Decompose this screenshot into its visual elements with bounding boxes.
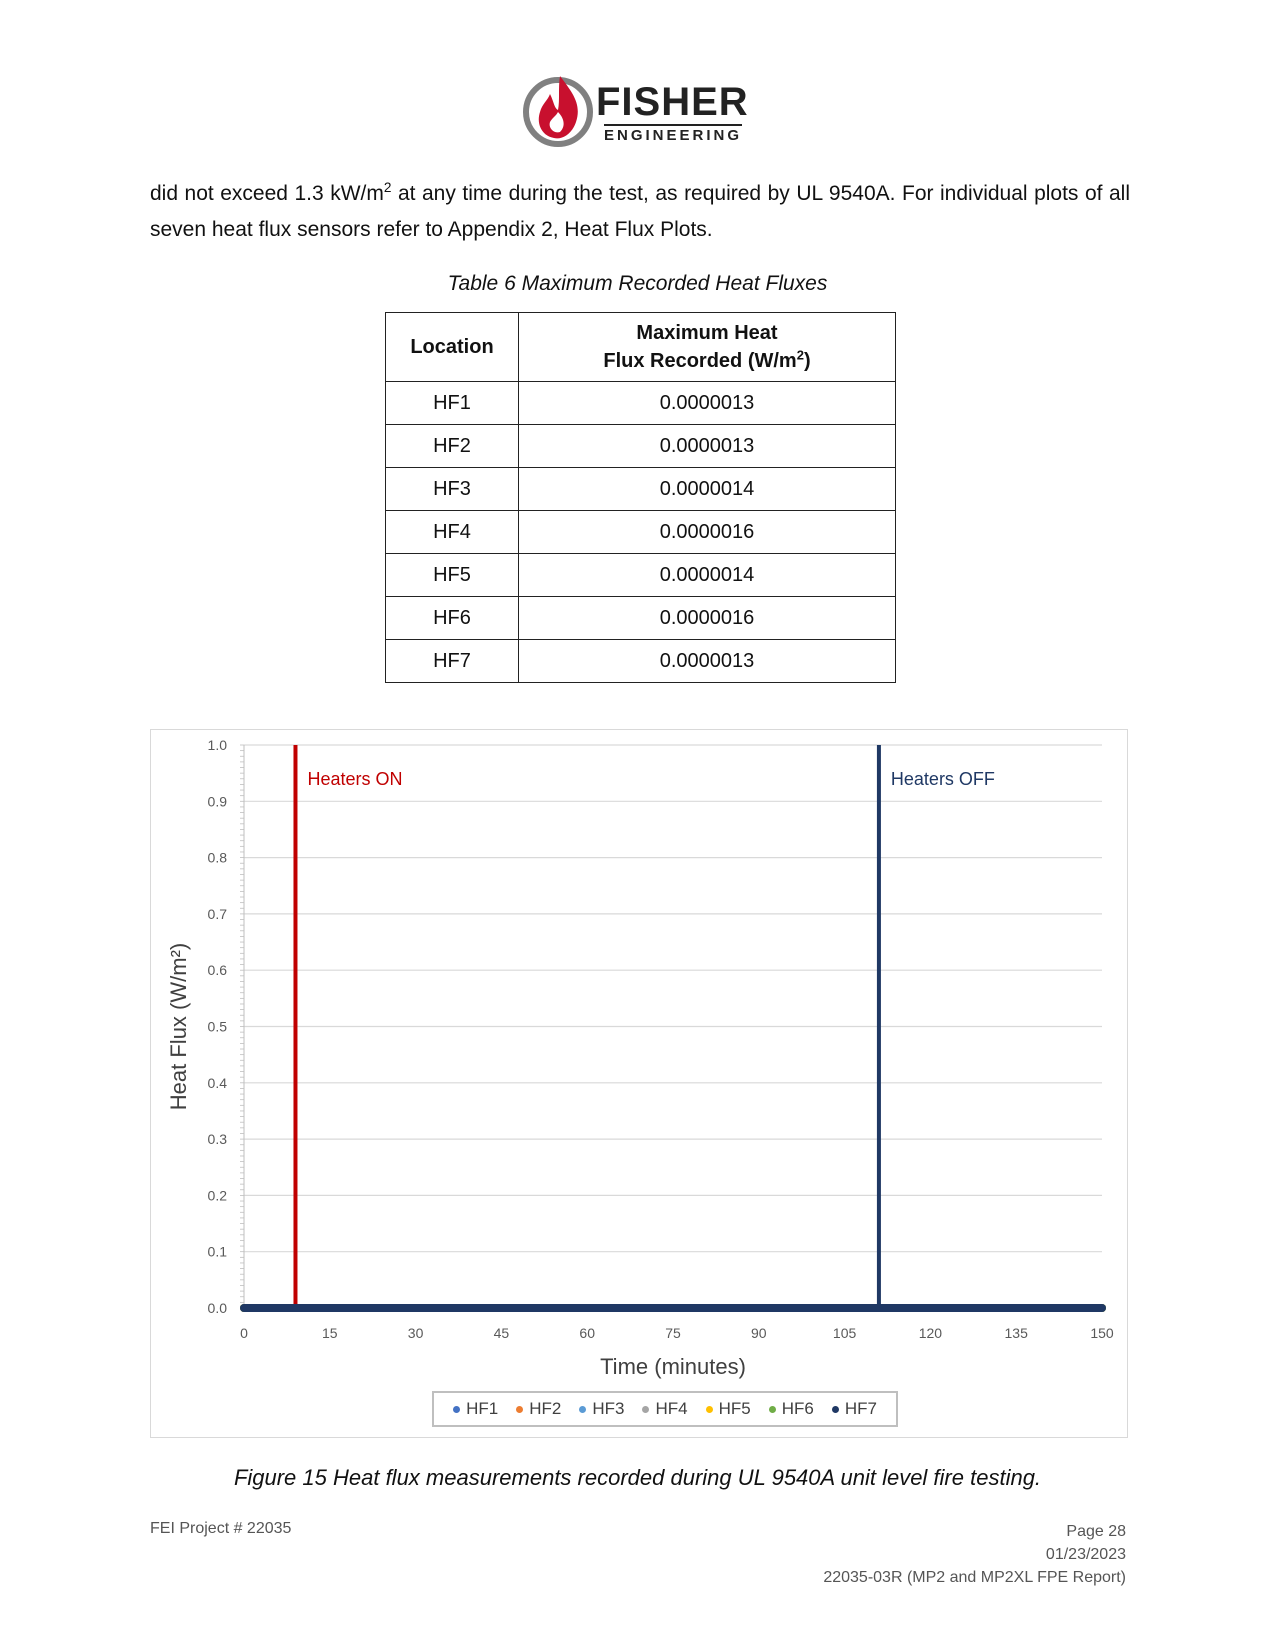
y-tick-label: 0.7 <box>207 905 227 922</box>
x-tick-label: 105 <box>832 1325 857 1341</box>
x-tick-label: 0 <box>240 1325 248 1341</box>
cell-location: HF3 <box>386 468 519 511</box>
cell-location: HF7 <box>386 640 519 683</box>
legend-marker-icon <box>769 1406 776 1413</box>
legend-item-hf7 <box>832 1399 877 1419</box>
y-tick-label: 0.8 <box>207 849 227 866</box>
y-axis-title: Heat Flux (W/m²) <box>166 942 191 1111</box>
legend-marker-icon <box>706 1406 713 1413</box>
x-tick-label: 150 <box>1090 1325 1114 1341</box>
legend-marker-icon <box>642 1406 649 1413</box>
y-tick-label: 0.3 <box>207 1131 227 1148</box>
y-tick-label: 1.0 <box>207 737 227 753</box>
footer-report: 22035-03R (MP2 and MP2XL FPE Report) <box>823 1569 1126 1586</box>
legend-marker-icon <box>516 1406 523 1413</box>
figure-caption: Figure 15 Heat flux measurements recorded during UL 9540A unit level fire testing. <box>233 1465 1042 1490</box>
header-value-line1: Maximum Heat <box>636 322 778 344</box>
footer-info <box>823 1520 1126 1589</box>
y-tick-label: 0.2 <box>207 1187 227 1204</box>
y-tick-label: 0.6 <box>207 962 227 979</box>
cell-value: 0.0000016 <box>519 597 896 640</box>
cell-location: HF6 <box>386 597 519 640</box>
cell-location: HF2 <box>386 425 519 468</box>
table-caption: Table 6 Maximum Recorded Heat Fluxes <box>447 272 828 295</box>
legend-marker-icon <box>453 1406 460 1413</box>
footer-project: FEI Project # 22035 <box>150 1520 292 1537</box>
header-location: Location <box>386 313 519 382</box>
x-tick-label: 135 <box>1004 1325 1028 1341</box>
legend-item-hf4 <box>642 1399 687 1419</box>
header-value-line2: Flux Recorded (W/m <box>603 350 797 372</box>
cell-location: HF1 <box>386 382 519 425</box>
paragraph-text-1: did not exceed 1.3 kW/m <box>150 182 384 205</box>
header-value-sup: 2 <box>796 347 804 363</box>
x-tick-label: 45 <box>493 1325 510 1341</box>
legend-item-hf6 <box>769 1399 814 1419</box>
x-tick-label: 60 <box>579 1325 595 1341</box>
legend-label: HF2 <box>529 1399 562 1418</box>
legend-label: HF1 <box>466 1399 499 1418</box>
heaters-off-label: Heaters OFF <box>890 769 995 789</box>
cell-value: 0.0000013 <box>519 425 896 468</box>
footer-date: 01/23/2023 <box>1045 1546 1126 1563</box>
legend-label: HF3 <box>592 1399 625 1418</box>
cell-value: 0.0000013 <box>519 640 896 683</box>
y-tick-label: 0.5 <box>207 1018 227 1035</box>
y-tick-label: 0.0 <box>207 1300 227 1316</box>
paragraph-superscript: 2 <box>383 180 392 195</box>
x-tick-label: 15 <box>322 1325 338 1341</box>
cell-location: HF5 <box>386 554 519 597</box>
cell-value: 0.0000014 <box>519 468 896 511</box>
y-tick-label: 0.9 <box>207 793 227 810</box>
legend-item-hf3 <box>579 1399 624 1419</box>
heaters-on-label: Heaters ON <box>307 769 403 789</box>
legend-marker-icon <box>832 1406 839 1413</box>
x-tick-label: 90 <box>751 1325 767 1341</box>
legend-item-hf2 <box>516 1399 561 1419</box>
cell-value: 0.0000016 <box>519 511 896 554</box>
cell-value: 0.0000013 <box>519 382 896 425</box>
legend-item-hf5 <box>706 1399 751 1419</box>
legend-label: HF5 <box>718 1399 751 1418</box>
cell-location: HF4 <box>386 511 519 554</box>
x-tick-label: 75 <box>665 1325 681 1341</box>
paragraph-text-2: at any time during the test, as required by UL 9540A. For individual plots of all seven heat flux sensors refer to Appendix 2, Heat Flux Plots. <box>150 182 1130 241</box>
x-tick-label: 120 <box>918 1325 943 1341</box>
chart-legend <box>432 1391 898 1427</box>
legend-marker-icon <box>579 1406 586 1413</box>
cell-value: 0.0000014 <box>519 554 896 597</box>
x-tick-label: 30 <box>407 1325 424 1341</box>
footer-page: Page 28 <box>1066 1523 1126 1540</box>
logo-wordmark: FISHER <box>596 80 749 124</box>
legend-label: HF6 <box>781 1399 814 1418</box>
legend-label: HF4 <box>655 1399 688 1418</box>
legend-item-hf1 <box>453 1399 498 1419</box>
logo-subtitle: ENGINEERING <box>604 124 742 144</box>
legend-label: HF7 <box>844 1399 877 1418</box>
header-value-close: ) <box>803 350 811 372</box>
y-tick-label: 0.4 <box>207 1074 227 1091</box>
x-axis-title: Time (minutes) <box>600 1354 746 1379</box>
y-tick-label: 0.1 <box>207 1243 227 1260</box>
